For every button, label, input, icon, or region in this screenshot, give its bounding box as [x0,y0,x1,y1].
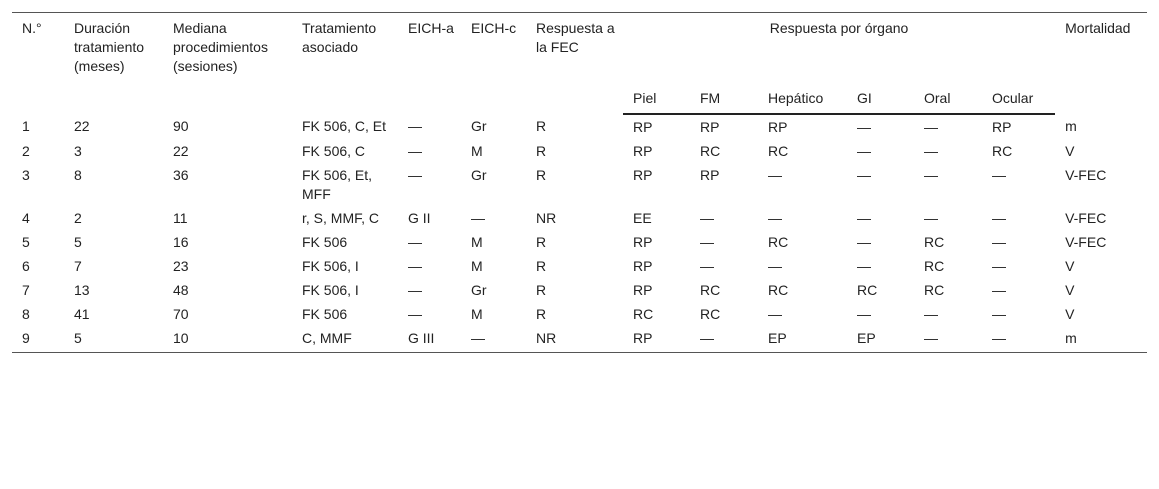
cell-mediana: 22 [173,143,189,159]
cell-ocular: — [992,306,1006,322]
cell-gi: — [857,234,871,250]
cell-piel: RP [633,282,653,298]
cell-n: 6 [22,258,30,274]
cell-fm: — [700,210,714,226]
cell-mediana: 10 [163,326,292,353]
cell-eichc: M [471,234,483,250]
cell-eicha: G II [408,210,431,226]
cell-mortalidad: m [1065,118,1077,134]
cell-hepatico: — [768,210,782,226]
cell-piel: EE [633,210,652,226]
cell-mediana: 16 [173,234,189,250]
cell-tratamiento: C, MMF [292,326,398,353]
cell-fm: RP [700,119,720,135]
cell-hepatico: RC [768,143,789,159]
cell-n: 5 [22,234,30,250]
table-header [12,13,1147,115]
col-header-piel: Piel [623,89,690,114]
table-row [12,206,1147,230]
cell-gi: — [857,258,871,274]
cell-eicha: — [408,234,422,250]
cell-n: 8 [22,306,30,322]
col-header-duracion: Duración tratamiento (meses) [64,13,163,115]
cell-oral: — [924,167,938,183]
cell-gi: — [857,306,871,322]
cell-n: 2 [22,143,30,159]
cell-piel: RP [633,167,653,183]
cell-eicha: — [408,258,422,274]
cell-respuesta: R [536,234,547,250]
cell-duracion: 5 [64,326,163,353]
cell-eichc: — [471,210,485,226]
cell-oral: — [924,119,938,135]
cell-n: 1 [22,118,30,134]
col-header-oral: Oral [914,89,982,114]
cell-eicha: — [408,282,422,298]
cell-duracion: 22 [74,118,90,134]
table-row [12,163,1147,206]
col-header-eicha: EICH-a [398,13,461,115]
cell-oral: RC [924,282,945,298]
cell-gi: — [857,167,871,183]
cell-mortalidad: V-FEC [1065,167,1107,183]
cell-oral: RC [924,258,945,274]
cell-fm: RC [700,143,721,159]
cell-eichc: Gr [471,118,487,134]
cell-fm: RP [700,167,720,183]
cell-n: 3 [22,167,30,183]
cell-mortalidad: V [1065,306,1075,322]
cell-piel: RP [623,326,690,353]
col-header-respuesta-organo: Respuesta por órgano [623,13,1055,90]
cell-tratamiento: FK 506, C [302,143,366,159]
cell-eichc: M [471,143,483,159]
cell-piel: RP [633,143,653,159]
cell-oral: — [924,143,938,159]
cell-mediana: 11 [173,210,188,226]
cell-mortalidad: V [1065,282,1075,298]
cell-fm: RC [700,306,721,322]
col-header-fm: FM [690,89,758,114]
cell-eichc: Gr [471,282,487,298]
cell-respuesta: R [536,258,547,274]
cell-respuesta: R [536,282,547,298]
cell-tratamiento: FK 506, I [302,282,359,298]
cell-tratamiento: FK 506 [302,234,348,250]
cell-gi: EP [847,326,914,353]
cell-hepatico: — [768,258,782,274]
cell-ocular: — [992,234,1006,250]
results-table-container [12,12,1147,353]
cell-fm: — [690,326,758,353]
cell-respuesta: R [536,143,547,159]
cell-n: 4 [22,210,30,226]
cell-duracion: 41 [74,306,90,322]
table-row [12,114,1147,139]
cell-mediana: 90 [173,118,189,134]
cell-hepatico: — [768,167,782,183]
col-header-mortalidad: Mortalidad [1055,13,1147,115]
cell-fm: RC [700,282,721,298]
cell-eicha: — [408,118,422,134]
cell-tratamiento: FK 506, I [302,258,359,274]
cell-respuesta: R [536,167,547,183]
cell-mortalidad: V-FEC [1065,234,1107,250]
table-row [12,139,1147,163]
cell-respuesta: R [536,306,547,322]
cell-duracion: 5 [74,234,82,250]
table-body [12,114,1147,353]
cell-piel: RP [633,119,653,135]
cell-mortalidad: m [1055,326,1147,353]
cell-oral: RC [924,234,945,250]
cell-ocular: — [992,167,1006,183]
cell-ocular: — [992,258,1006,274]
cell-hepatico: RC [768,234,789,250]
cell-mortalidad: V-FEC [1065,210,1107,226]
table-row [12,230,1147,254]
cell-duracion: 3 [74,143,82,159]
cell-oral: — [924,306,938,322]
cell-eichc: Gr [471,167,487,183]
cell-fm: — [700,258,714,274]
cell-gi: — [857,210,871,226]
cell-mediana: 36 [173,167,189,183]
cell-eicha: — [408,167,422,183]
cell-oral: — [914,326,982,353]
cell-tratamiento: FK 506, Et, MFF [302,167,373,202]
cell-tratamiento: r, S, MMF, C [302,210,379,226]
cell-tratamiento: FK 506 [302,306,348,322]
cell-mortalidad: V [1065,143,1075,159]
cell-eicha: G III [398,326,461,353]
cell-ocular: RC [992,143,1013,159]
cell-respuesta: R [536,118,547,134]
col-header-respuesta-fec: Respuesta a la FEC [526,13,623,115]
cell-ocular: — [992,282,1006,298]
cell-duracion: 7 [74,258,82,274]
cell-piel: RC [633,306,654,322]
cell-hepatico: — [768,306,782,322]
table-row [12,302,1147,326]
cell-respuesta: NR [536,210,557,226]
cell-mediana: 48 [173,282,189,298]
cell-n: 9 [12,326,64,353]
col-header-hepatico: Hepático [758,89,847,114]
cell-ocular: — [982,326,1055,353]
cell-duracion: 2 [74,210,82,226]
table-row [12,326,1147,353]
col-header-gi: GI [847,89,914,114]
cell-mediana: 70 [173,306,189,322]
cell-duracion: 8 [74,167,82,183]
cell-ocular: RP [992,119,1012,135]
cell-eichc: M [471,258,483,274]
cell-eichc: M [471,306,483,322]
cell-eicha: — [408,306,422,322]
col-header-tratamiento: Tratamiento asociado [292,13,398,115]
cell-eicha: — [408,143,422,159]
col-header-n: N.° [12,13,64,115]
cell-respuesta: NR [526,326,623,353]
cell-fm: — [700,234,714,250]
cell-hepatico: EP [758,326,847,353]
results-table [12,12,1147,353]
col-header-ocular: Ocular [982,89,1055,114]
table-row [12,254,1147,278]
cell-gi: — [857,143,871,159]
cell-hepatico: RC [768,282,789,298]
cell-gi: — [857,119,871,135]
cell-gi: RC [857,282,878,298]
cell-piel: RP [633,258,653,274]
cell-piel: RP [633,234,653,250]
cell-ocular: — [992,210,1006,226]
cell-hepatico: RP [768,119,788,135]
cell-duracion: 13 [74,282,90,298]
col-header-eichc: EICH-c [461,13,526,115]
col-header-mediana: Mediana procedimientos (sesiones) [163,13,292,115]
cell-mediana: 23 [173,258,189,274]
cell-tratamiento: FK 506, C, Et [302,118,387,134]
cell-mortalidad: V [1065,258,1075,274]
cell-n: 7 [22,282,30,298]
cell-eichc: — [461,326,526,353]
cell-oral: — [924,210,938,226]
table-row [12,278,1147,302]
